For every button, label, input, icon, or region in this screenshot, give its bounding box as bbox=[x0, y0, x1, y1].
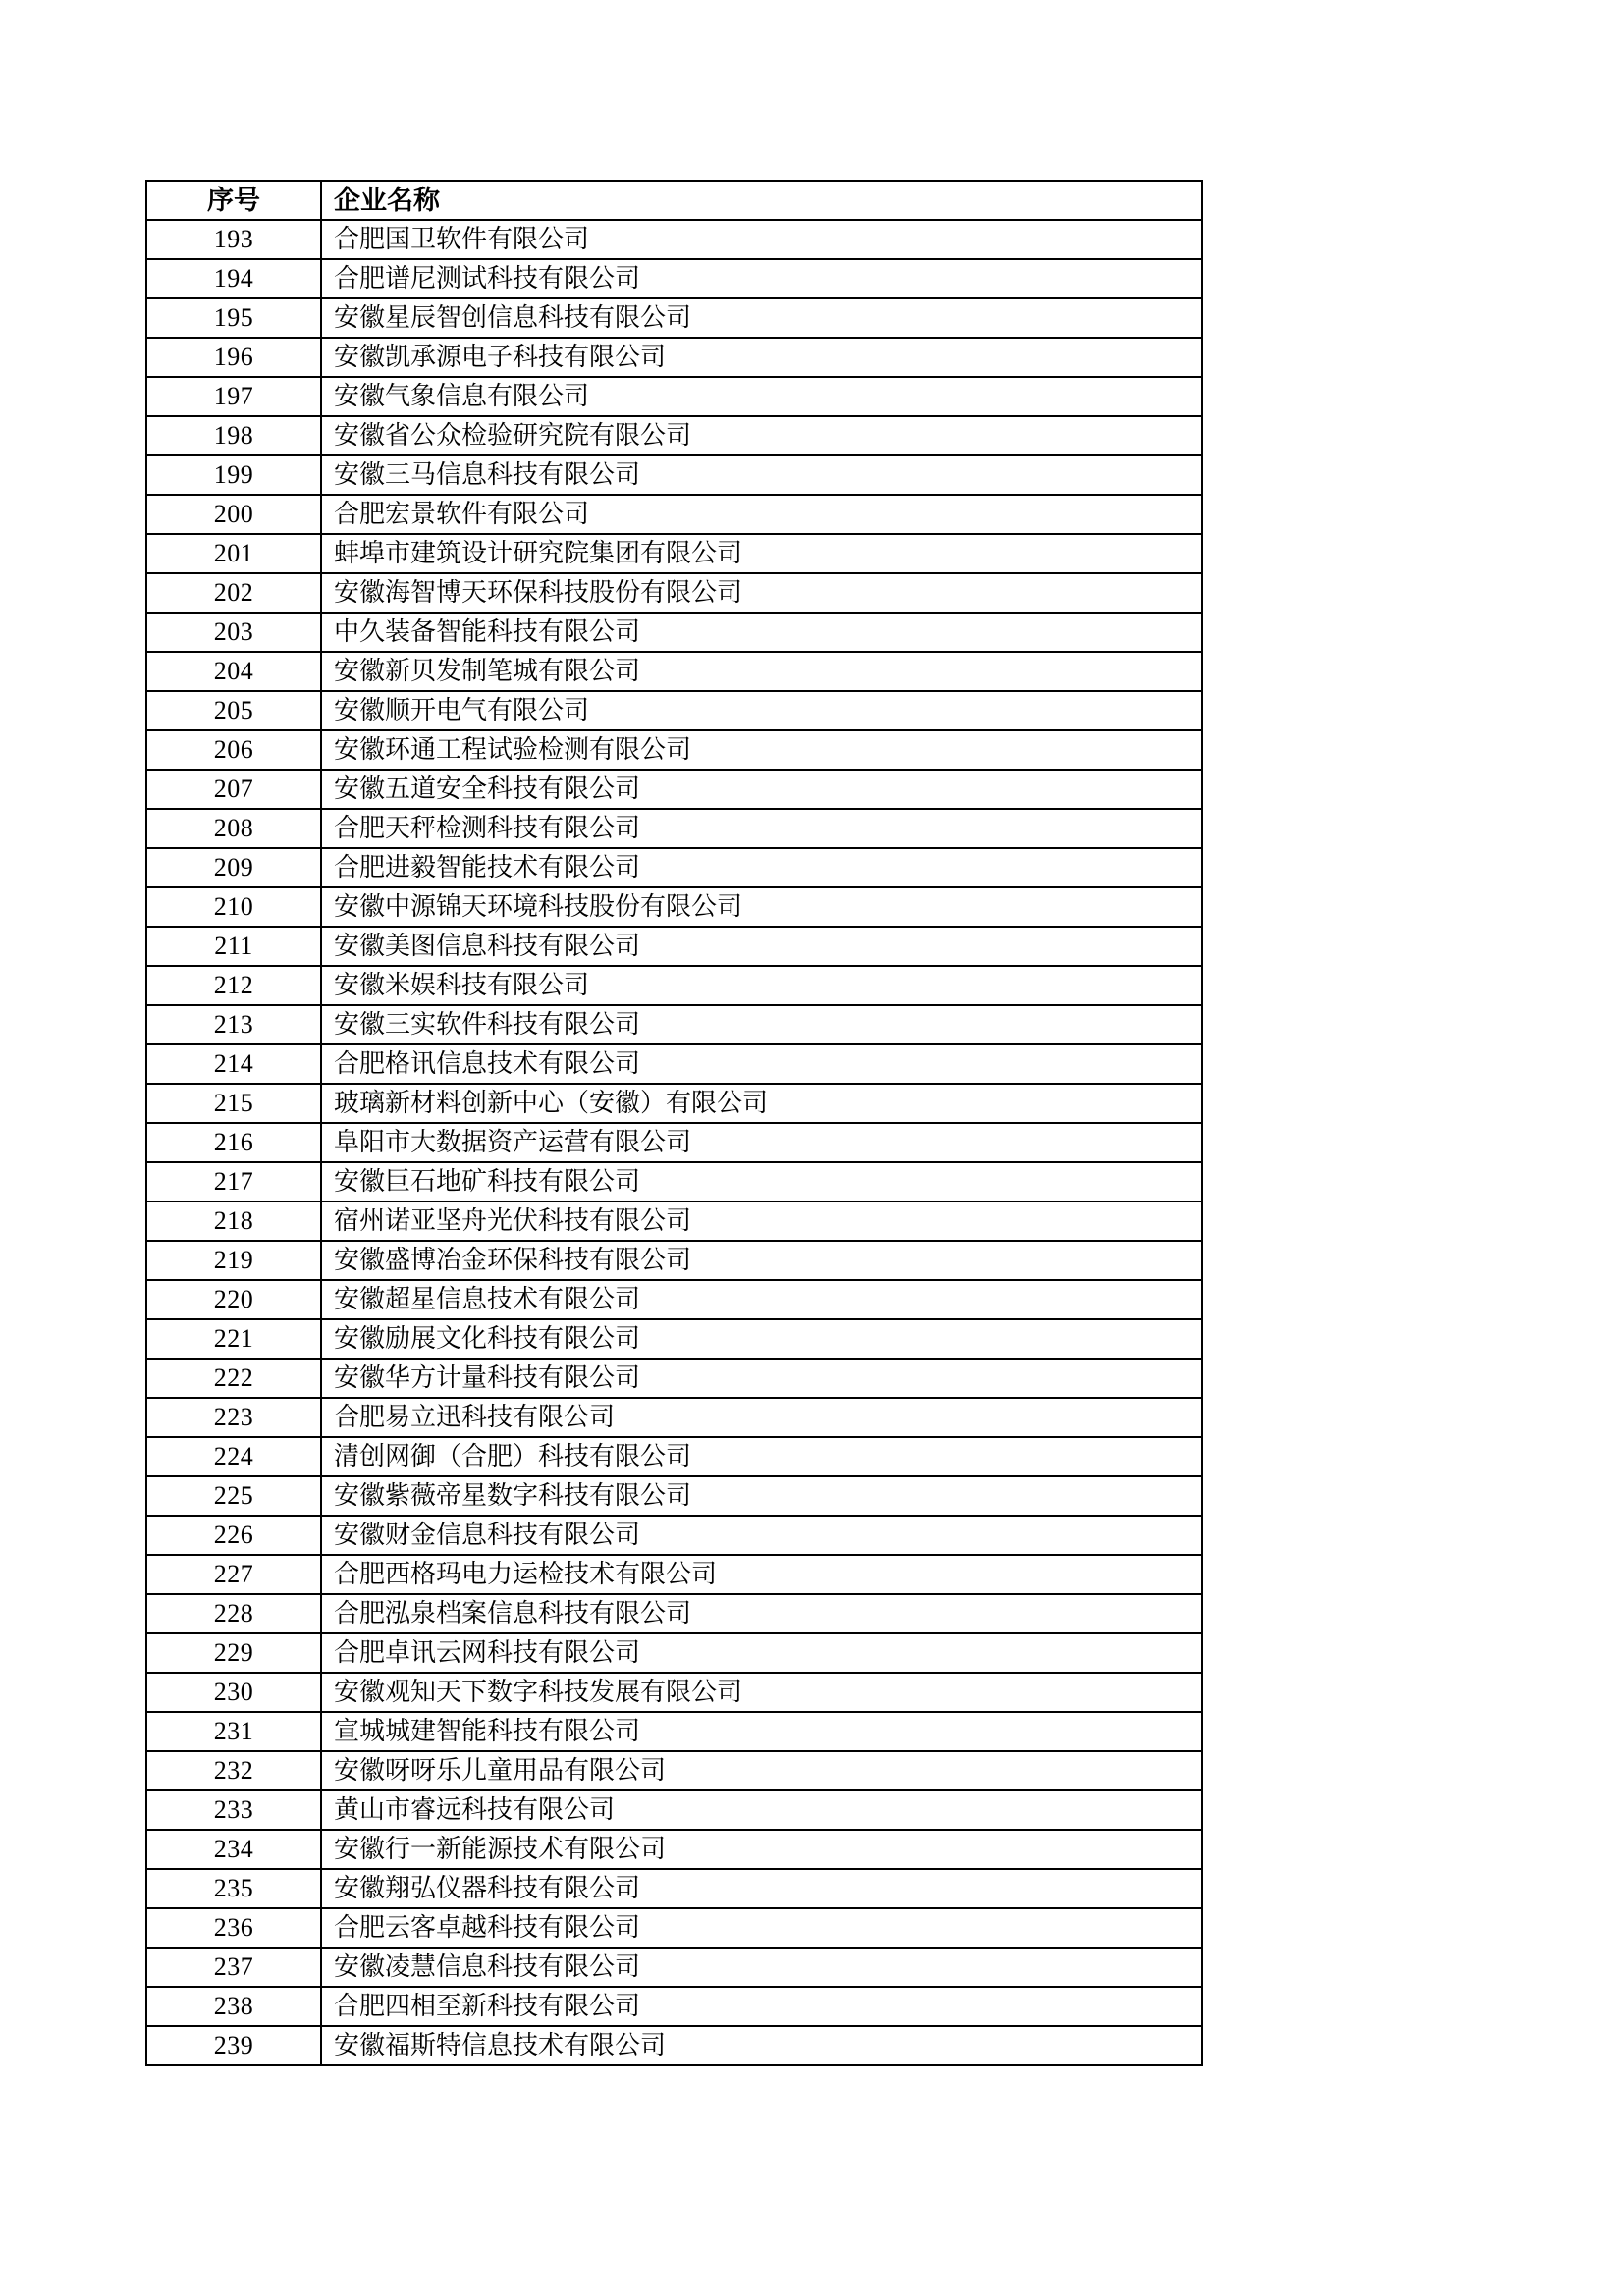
table-row bbox=[146, 1948, 1202, 1987]
table-row bbox=[146, 1084, 1202, 1123]
cell-index: 225 bbox=[146, 1476, 321, 1516]
table-row bbox=[146, 1162, 1202, 1201]
cell-index: 206 bbox=[146, 730, 321, 770]
cell-enterprise-name: 蚌埠市建筑设计研究院集团有限公司 bbox=[321, 534, 1202, 573]
table-row bbox=[146, 495, 1202, 534]
cell-index: 208 bbox=[146, 809, 321, 848]
table-row bbox=[146, 809, 1202, 848]
table-row bbox=[146, 1476, 1202, 1516]
cell-index: 227 bbox=[146, 1555, 321, 1594]
table-row bbox=[146, 377, 1202, 416]
cell-enterprise-name: 宣城城建智能科技有限公司 bbox=[321, 1712, 1202, 1751]
enterprise-list-table-container bbox=[145, 180, 1201, 2066]
cell-enterprise-name: 清创网御（合肥）科技有限公司 bbox=[321, 1437, 1202, 1476]
cell-index: 237 bbox=[146, 1948, 321, 1987]
cell-enterprise-name: 黄山市睿远科技有限公司 bbox=[321, 1790, 1202, 1830]
cell-index: 218 bbox=[146, 1201, 321, 1241]
cell-index: 193 bbox=[146, 220, 321, 259]
cell-enterprise-name: 安徽新贝发制笔城有限公司 bbox=[321, 652, 1202, 691]
table-row bbox=[146, 298, 1202, 338]
cell-index: 202 bbox=[146, 573, 321, 613]
table-row bbox=[146, 1594, 1202, 1633]
cell-index: 235 bbox=[146, 1869, 321, 1908]
cell-enterprise-name: 安徽凌慧信息科技有限公司 bbox=[321, 1948, 1202, 1987]
cell-enterprise-name: 合肥云客卓越科技有限公司 bbox=[321, 1908, 1202, 1948]
table-row bbox=[146, 1633, 1202, 1673]
table-row bbox=[146, 613, 1202, 652]
table-row bbox=[146, 1516, 1202, 1555]
table-row bbox=[146, 1830, 1202, 1869]
cell-enterprise-name: 安徽巨石地矿科技有限公司 bbox=[321, 1162, 1202, 1201]
cell-enterprise-name: 安徽观知天下数字科技发展有限公司 bbox=[321, 1673, 1202, 1712]
cell-enterprise-name: 合肥进毅智能技术有限公司 bbox=[321, 848, 1202, 887]
table-row bbox=[146, 1751, 1202, 1790]
cell-index: 211 bbox=[146, 927, 321, 966]
cell-index: 234 bbox=[146, 1830, 321, 1869]
table-row bbox=[146, 1280, 1202, 1319]
table-row bbox=[146, 1005, 1202, 1044]
cell-index: 216 bbox=[146, 1123, 321, 1162]
table-row bbox=[146, 1319, 1202, 1359]
table-row bbox=[146, 730, 1202, 770]
table-row bbox=[146, 1712, 1202, 1751]
cell-index: 199 bbox=[146, 455, 321, 495]
table-row bbox=[146, 848, 1202, 887]
table-row bbox=[146, 770, 1202, 809]
cell-enterprise-name: 安徽三实软件科技有限公司 bbox=[321, 1005, 1202, 1044]
cell-index: 196 bbox=[146, 338, 321, 377]
cell-enterprise-name: 安徽环通工程试验检测有限公司 bbox=[321, 730, 1202, 770]
table-row bbox=[146, 652, 1202, 691]
cell-enterprise-name: 安徽气象信息有限公司 bbox=[321, 377, 1202, 416]
cell-index: 203 bbox=[146, 613, 321, 652]
cell-enterprise-name: 合肥泓泉档案信息科技有限公司 bbox=[321, 1594, 1202, 1633]
table-row bbox=[146, 1869, 1202, 1908]
cell-enterprise-name: 安徽紫薇帝星数字科技有限公司 bbox=[321, 1476, 1202, 1516]
cell-index: 209 bbox=[146, 848, 321, 887]
table-row bbox=[146, 416, 1202, 455]
table-row bbox=[146, 259, 1202, 298]
cell-enterprise-name: 中久装备智能科技有限公司 bbox=[321, 613, 1202, 652]
cell-index: 217 bbox=[146, 1162, 321, 1201]
cell-enterprise-name: 安徽中源锦天环境科技股份有限公司 bbox=[321, 887, 1202, 927]
cell-index: 230 bbox=[146, 1673, 321, 1712]
column-header-index: 序号 bbox=[146, 181, 321, 220]
cell-enterprise-name: 合肥天秤检测科技有限公司 bbox=[321, 809, 1202, 848]
table-row bbox=[146, 1398, 1202, 1437]
cell-index: 194 bbox=[146, 259, 321, 298]
enterprise-list-table bbox=[145, 180, 1203, 2066]
cell-enterprise-name: 安徽海智博天环保科技股份有限公司 bbox=[321, 573, 1202, 613]
cell-enterprise-name: 安徽星辰智创信息科技有限公司 bbox=[321, 298, 1202, 338]
cell-enterprise-name: 安徽行一新能源技术有限公司 bbox=[321, 1830, 1202, 1869]
cell-enterprise-name: 宿州诺亚坚舟光伏科技有限公司 bbox=[321, 1201, 1202, 1241]
cell-index: 205 bbox=[146, 691, 321, 730]
cell-enterprise-name: 合肥卓讯云网科技有限公司 bbox=[321, 1633, 1202, 1673]
table-row bbox=[146, 1359, 1202, 1398]
table-row bbox=[146, 1555, 1202, 1594]
cell-index: 197 bbox=[146, 377, 321, 416]
cell-index: 239 bbox=[146, 2026, 321, 2065]
cell-enterprise-name: 合肥四相至新科技有限公司 bbox=[321, 1987, 1202, 2026]
cell-index: 233 bbox=[146, 1790, 321, 1830]
table-row bbox=[146, 1673, 1202, 1712]
cell-enterprise-name: 安徽盛博冶金环保科技有限公司 bbox=[321, 1241, 1202, 1280]
table-row bbox=[146, 573, 1202, 613]
cell-index: 228 bbox=[146, 1594, 321, 1633]
cell-index: 224 bbox=[146, 1437, 321, 1476]
cell-index: 207 bbox=[146, 770, 321, 809]
cell-enterprise-name: 安徽福斯特信息技术有限公司 bbox=[321, 2026, 1202, 2065]
table-row bbox=[146, 1987, 1202, 2026]
cell-enterprise-name: 合肥易立迅科技有限公司 bbox=[321, 1398, 1202, 1437]
cell-index: 238 bbox=[146, 1987, 321, 2026]
cell-enterprise-name: 安徽华方计量科技有限公司 bbox=[321, 1359, 1202, 1398]
table-header bbox=[146, 181, 1202, 220]
cell-enterprise-name: 合肥国卫软件有限公司 bbox=[321, 220, 1202, 259]
cell-index: 210 bbox=[146, 887, 321, 927]
table-header-row bbox=[146, 181, 1202, 220]
cell-enterprise-name: 安徽励展文化科技有限公司 bbox=[321, 1319, 1202, 1359]
table-row bbox=[146, 455, 1202, 495]
cell-index: 212 bbox=[146, 966, 321, 1005]
table-row bbox=[146, 927, 1202, 966]
cell-enterprise-name: 阜阳市大数据资产运营有限公司 bbox=[321, 1123, 1202, 1162]
cell-index: 215 bbox=[146, 1084, 321, 1123]
cell-index: 222 bbox=[146, 1359, 321, 1398]
table-row bbox=[146, 1908, 1202, 1948]
cell-index: 232 bbox=[146, 1751, 321, 1790]
table-row bbox=[146, 966, 1202, 1005]
cell-index: 204 bbox=[146, 652, 321, 691]
cell-index: 201 bbox=[146, 534, 321, 573]
cell-enterprise-name: 合肥格讯信息技术有限公司 bbox=[321, 1044, 1202, 1084]
cell-enterprise-name: 安徽凯承源电子科技有限公司 bbox=[321, 338, 1202, 377]
cell-index: 195 bbox=[146, 298, 321, 338]
cell-enterprise-name: 合肥宏景软件有限公司 bbox=[321, 495, 1202, 534]
table-row bbox=[146, 534, 1202, 573]
table-row bbox=[146, 338, 1202, 377]
table-row bbox=[146, 887, 1202, 927]
table-row bbox=[146, 1123, 1202, 1162]
cell-enterprise-name: 安徽超星信息技术有限公司 bbox=[321, 1280, 1202, 1319]
cell-index: 200 bbox=[146, 495, 321, 534]
cell-index: 223 bbox=[146, 1398, 321, 1437]
table-row bbox=[146, 1437, 1202, 1476]
cell-index: 221 bbox=[146, 1319, 321, 1359]
cell-enterprise-name: 安徽美图信息科技有限公司 bbox=[321, 927, 1202, 966]
table-body bbox=[146, 220, 1202, 2065]
cell-enterprise-name: 合肥谱尼测试科技有限公司 bbox=[321, 259, 1202, 298]
cell-index: 220 bbox=[146, 1280, 321, 1319]
cell-enterprise-name: 安徽米娱科技有限公司 bbox=[321, 966, 1202, 1005]
cell-index: 229 bbox=[146, 1633, 321, 1673]
table-row bbox=[146, 1241, 1202, 1280]
cell-enterprise-name: 玻璃新材料创新中心（安徽）有限公司 bbox=[321, 1084, 1202, 1123]
cell-index: 198 bbox=[146, 416, 321, 455]
cell-enterprise-name: 安徽呀呀乐儿童用品有限公司 bbox=[321, 1751, 1202, 1790]
table-row bbox=[146, 220, 1202, 259]
cell-enterprise-name: 安徽五道安全科技有限公司 bbox=[321, 770, 1202, 809]
cell-index: 236 bbox=[146, 1908, 321, 1948]
table-row bbox=[146, 1201, 1202, 1241]
cell-enterprise-name: 安徽翔弘仪器科技有限公司 bbox=[321, 1869, 1202, 1908]
table-row bbox=[146, 2026, 1202, 2065]
cell-index: 214 bbox=[146, 1044, 321, 1084]
cell-enterprise-name: 安徽省公众检验研究院有限公司 bbox=[321, 416, 1202, 455]
cell-enterprise-name: 安徽顺开电气有限公司 bbox=[321, 691, 1202, 730]
cell-enterprise-name: 安徽三马信息科技有限公司 bbox=[321, 455, 1202, 495]
cell-enterprise-name: 安徽财金信息科技有限公司 bbox=[321, 1516, 1202, 1555]
cell-index: 219 bbox=[146, 1241, 321, 1280]
table-row bbox=[146, 691, 1202, 730]
table-row bbox=[146, 1044, 1202, 1084]
cell-index: 226 bbox=[146, 1516, 321, 1555]
cell-enterprise-name: 合肥西格玛电力运检技术有限公司 bbox=[321, 1555, 1202, 1594]
cell-index: 231 bbox=[146, 1712, 321, 1751]
table-row bbox=[146, 1790, 1202, 1830]
cell-index: 213 bbox=[146, 1005, 321, 1044]
column-header-name: 企业名称 bbox=[321, 181, 1202, 220]
